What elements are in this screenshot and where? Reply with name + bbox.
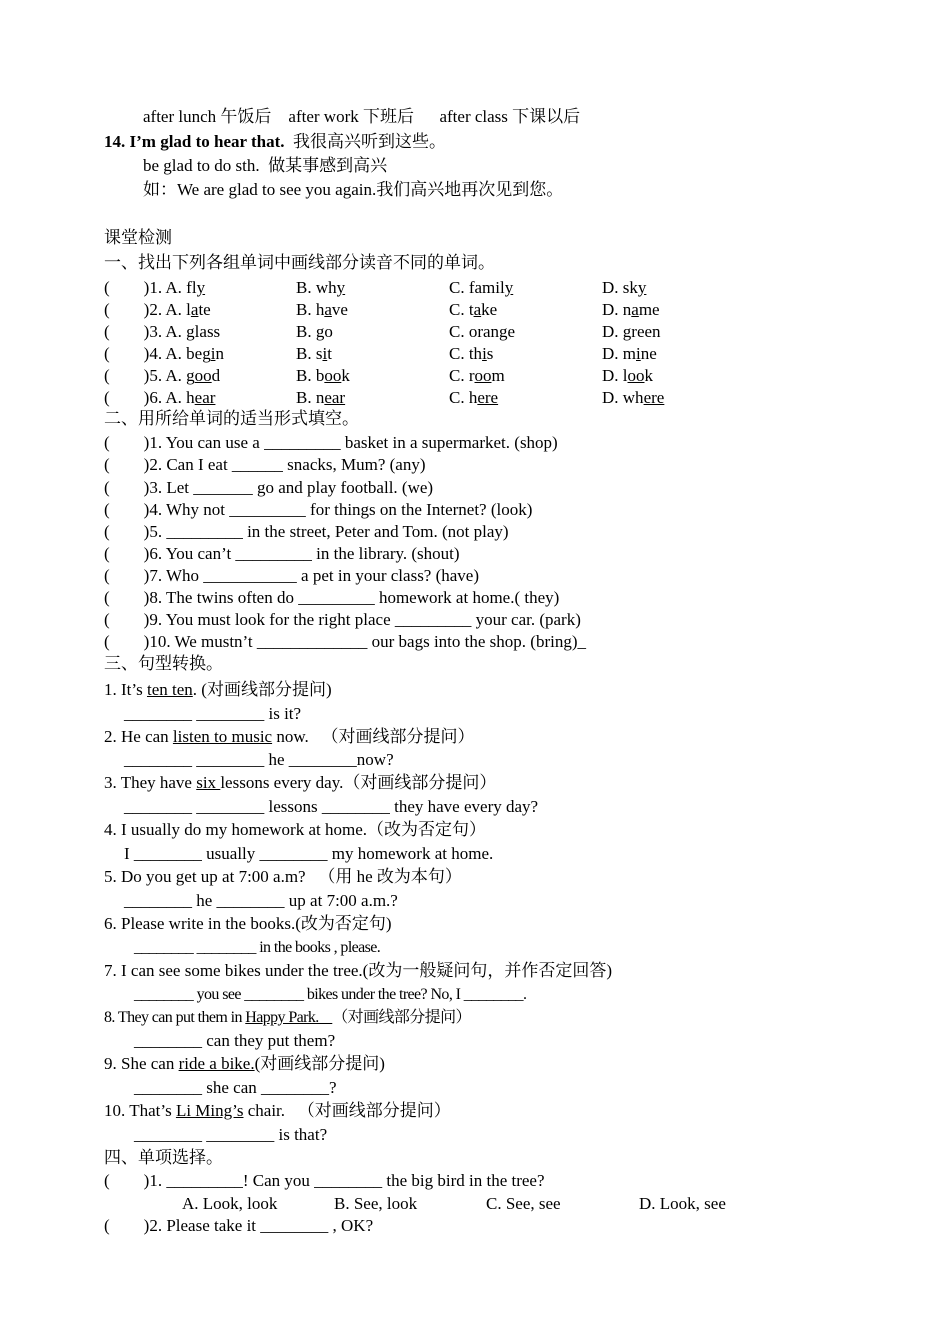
underlined-letters: y <box>637 278 647 297</box>
word-part: B. s <box>296 344 323 363</box>
transform-a1: ________ ________ is it? <box>124 704 302 723</box>
q-underlined: ten ten <box>146 680 193 699</box>
phonics-option-c <box>449 344 493 364</box>
underlined-letters: ere <box>643 388 665 407</box>
phonics-option-b <box>296 300 348 320</box>
fill-line: ( )7. Who ___________ a pet in your class? (have) <box>104 566 480 585</box>
word-part: D. wh <box>602 388 644 407</box>
q-underlined: ride a bike. <box>178 1054 255 1073</box>
word-part: B. h <box>296 300 325 319</box>
after-phrases: after lunch 午饭后 after work 下班后 after class 下课以后 <box>143 107 581 126</box>
q-text: 3. They have <box>104 773 197 792</box>
underlined-letters: g <box>622 322 632 341</box>
word-part: B. wh <box>296 278 337 297</box>
phonics-option-c <box>449 322 515 342</box>
word-part: ve <box>331 300 348 319</box>
choice-q1: ( )1. _________! Can you ________ the big bird in the tree? <box>104 1171 545 1190</box>
transform-q5: 5. Do you get up at 7:00 a.m? （用 he 改为本句） <box>104 867 462 886</box>
word-part: ( )4. A. <box>104 344 187 363</box>
phonics-option-b <box>296 322 333 342</box>
transform-q10 <box>104 1101 451 1121</box>
section-4-title: 四、单项选择。 <box>104 1148 223 1167</box>
transform-q1 <box>104 680 332 700</box>
word-part: me <box>638 300 660 319</box>
underlined-letters: i <box>210 344 216 363</box>
transform-q7: 7. I can see some bikes under the tree.(改为一般疑问句，并作否定回答) <box>104 961 612 980</box>
word-part: t <box>327 344 332 363</box>
word-part: ( )1. A. <box>104 278 187 297</box>
transform-q9 <box>104 1054 385 1074</box>
transform-q3 <box>104 773 496 793</box>
word-part: C. r <box>449 366 475 385</box>
q-text: （对画线部分提问） <box>332 1009 471 1026</box>
q-underlined: Li Ming’s <box>175 1101 244 1120</box>
q-text: lessons every day.（对画线部分提问） <box>220 773 497 792</box>
transform-a10: ________ ________ is that? <box>134 1125 328 1144</box>
fill-line: ( )10. We mustn’t _____________ our bags into the shop. (bring)_ <box>104 632 586 651</box>
q-text: . (对画线部分提问) <box>192 680 332 699</box>
choice-q1-option-d: D. Look, see <box>639 1194 726 1213</box>
word-part: D. <box>602 322 623 341</box>
phonics-option-d <box>602 344 657 364</box>
word-part: o <box>324 322 333 341</box>
transform-q4: 4. I usually do my homework at home.（改为否定句） <box>104 820 486 839</box>
word-part: n <box>215 344 224 363</box>
transform-a9: ________ she can ________? <box>134 1078 337 1097</box>
glad-example: 如：We are glad to see you again.我们高兴地再次见到您。 <box>143 180 564 199</box>
underlined-letters: oo <box>474 366 492 385</box>
word-part: h <box>186 388 195 407</box>
word-part: C. oran <box>449 322 500 341</box>
choice-q1-option-a: A. Look, look <box>182 1194 278 1213</box>
word-part: g <box>186 366 195 385</box>
phonics-option-d <box>602 366 653 386</box>
section-3-title: 三、句型转换。 <box>104 654 223 673</box>
word-part: s <box>486 344 494 363</box>
word-part: B. b <box>296 366 325 385</box>
underlined-letters: y <box>504 278 514 297</box>
word-part: m <box>491 366 505 385</box>
fill-line: ( )6. You can’t _________ in the library. (shout) <box>104 544 460 563</box>
underlined-letters: ere <box>477 388 499 407</box>
underlined-letters: y <box>336 278 346 297</box>
item-14-head: 14. I’m glad to hear that. <box>104 132 285 151</box>
phonics-option-d <box>602 300 660 320</box>
transform-q8 <box>104 1008 471 1028</box>
underlined-letters: g <box>315 322 325 341</box>
underlined-letters: i <box>636 344 641 363</box>
word-part: ( )2. A. <box>104 300 187 319</box>
underlined-letters: a <box>324 300 332 319</box>
word-part: ke <box>481 300 498 319</box>
word-part: ne <box>640 344 657 363</box>
underlined-letters: g <box>499 322 508 341</box>
q-text: chair. （对画线部分提问） <box>243 1101 451 1120</box>
underlined-letters: oo <box>627 366 645 385</box>
fill-line: ( )8. The twins often do _________ homework at home.( they) <box>104 588 560 607</box>
word-part: C. famil <box>449 278 505 297</box>
word-part: ( )5. A. <box>104 366 187 385</box>
transform-q6: 6. Please write in the books.(改为否定句) <box>104 914 392 933</box>
phonics-option-b <box>296 278 345 298</box>
q-text: 8. They can put them in <box>104 1009 246 1026</box>
phonics-option-d <box>602 278 646 298</box>
item-14 <box>104 132 446 152</box>
word-part: te <box>198 300 211 319</box>
underlined-letters: ear <box>194 388 216 407</box>
word-part: fl <box>186 278 197 297</box>
phonics-option-c <box>449 278 513 298</box>
q-underlined: Happy Park. <box>245 1009 333 1026</box>
word-part: reen <box>631 322 661 341</box>
fill-line: ( )4. Why not _________ for things on the Internet? (look) <box>104 500 533 519</box>
word-part: beg <box>186 344 211 363</box>
underlined-letters: g <box>186 322 195 341</box>
underlined-letters: i <box>322 344 328 363</box>
q-text: 9. She can <box>104 1054 179 1073</box>
transform-a3: ________ ________ lessons ________ they have every day? <box>124 797 539 816</box>
transform-a7: ________ you see ________ bikes under the tree? No, I ________. <box>134 986 527 1003</box>
phonics-option-c <box>449 366 505 386</box>
word-part: k <box>341 366 350 385</box>
word-part: D. sk <box>602 278 638 297</box>
transform-a6: ________ ________ in the books , please. <box>134 939 381 956</box>
check-title: 课堂检测 <box>104 228 172 247</box>
underlined-letters: a <box>190 300 199 319</box>
word-part: l <box>186 300 191 319</box>
fill-line: ( )5. _________ in the street, Peter and Tom. (not play) <box>104 522 509 541</box>
fill-line: ( )3. Let _______ go and play football. (we) <box>104 478 434 497</box>
glad-phrase: be glad to do sth. 做某事感到高兴 <box>143 156 388 175</box>
fill-line: ( )1. You can use a _________ basket in a supermarket. (shop) <box>104 433 558 452</box>
phonics-option-c <box>449 388 498 408</box>
phonics-option-a <box>104 388 215 408</box>
transform-a5: ________ he ________ up at 7:00 a.m.? <box>124 891 398 910</box>
q-text: 1. It’s <box>104 680 147 699</box>
underlined-letters: oo <box>194 366 212 385</box>
choice-q1-option-b: B. See, look <box>334 1194 418 1213</box>
choice-q2: ( )2. Please take it ________ , OK? <box>104 1216 374 1235</box>
word-part: B. n <box>296 388 325 407</box>
transform-a8: ________ can they put them? <box>134 1031 336 1050</box>
word-part: C. h <box>449 388 478 407</box>
item-14-cn: 我很高兴听到这些。 <box>284 132 447 151</box>
phonics-option-b <box>296 344 332 364</box>
phonics-option-a <box>104 300 211 320</box>
choice-q1-option-c: C. See, see <box>486 1194 561 1213</box>
q-text: now. （对画线部分提问） <box>272 727 475 746</box>
word-part: C. th <box>449 344 483 363</box>
word-part: D. l <box>602 366 628 385</box>
underlined-letters: y <box>196 278 206 297</box>
section-1-title: 一、找出下列各组单词中画线部分读音不同的单词。 <box>104 253 495 272</box>
word-part: ( )3. A. <box>104 322 187 341</box>
phonics-option-c <box>449 300 497 320</box>
q-text: 2. He can <box>104 727 173 746</box>
word-part: D. n <box>602 300 632 319</box>
word-part: lass <box>194 322 221 341</box>
transform-q2 <box>104 727 475 747</box>
phonics-option-a <box>104 344 224 364</box>
phonics-option-b <box>296 366 350 386</box>
word-part: ( )6. A. <box>104 388 187 407</box>
section-2-title: 二、用所给单词的适当形式填空。 <box>104 409 359 428</box>
phonics-option-a <box>104 278 205 298</box>
phonics-option-a <box>104 322 220 342</box>
underlined-letters: a <box>631 300 639 319</box>
phonics-option-d <box>602 388 664 408</box>
word-part: e <box>507 322 516 341</box>
phonics-option-a <box>104 366 220 386</box>
transform-a2: ________ ________ he ________now? <box>124 750 394 769</box>
q-text: 10. That’s <box>104 1101 176 1120</box>
underlined-letters: ear <box>324 388 346 407</box>
phonics-option-b <box>296 388 345 408</box>
underlined-letters: i <box>482 344 487 363</box>
q-underlined: listen to music <box>172 727 273 746</box>
fill-line: ( )9. You must look for the right place _________ your car. (park) <box>104 610 581 629</box>
word-part: d <box>211 366 221 385</box>
word-part: C. t <box>449 300 474 319</box>
fill-line: ( )2. Can I eat ______ snacks, Mum? (any) <box>104 455 426 474</box>
underlined-letters: a <box>473 300 482 319</box>
word-part: D. m <box>602 344 636 363</box>
phonics-option-d <box>602 322 661 342</box>
word-part: k <box>644 366 653 385</box>
underlined-letters: oo <box>324 366 342 385</box>
q-text: (对画线部分提问) <box>254 1054 385 1073</box>
q-underlined: six <box>196 773 221 792</box>
transform-a4: I ________ usually ________ my homework at home. <box>124 844 494 863</box>
word-part: B. <box>296 322 316 341</box>
